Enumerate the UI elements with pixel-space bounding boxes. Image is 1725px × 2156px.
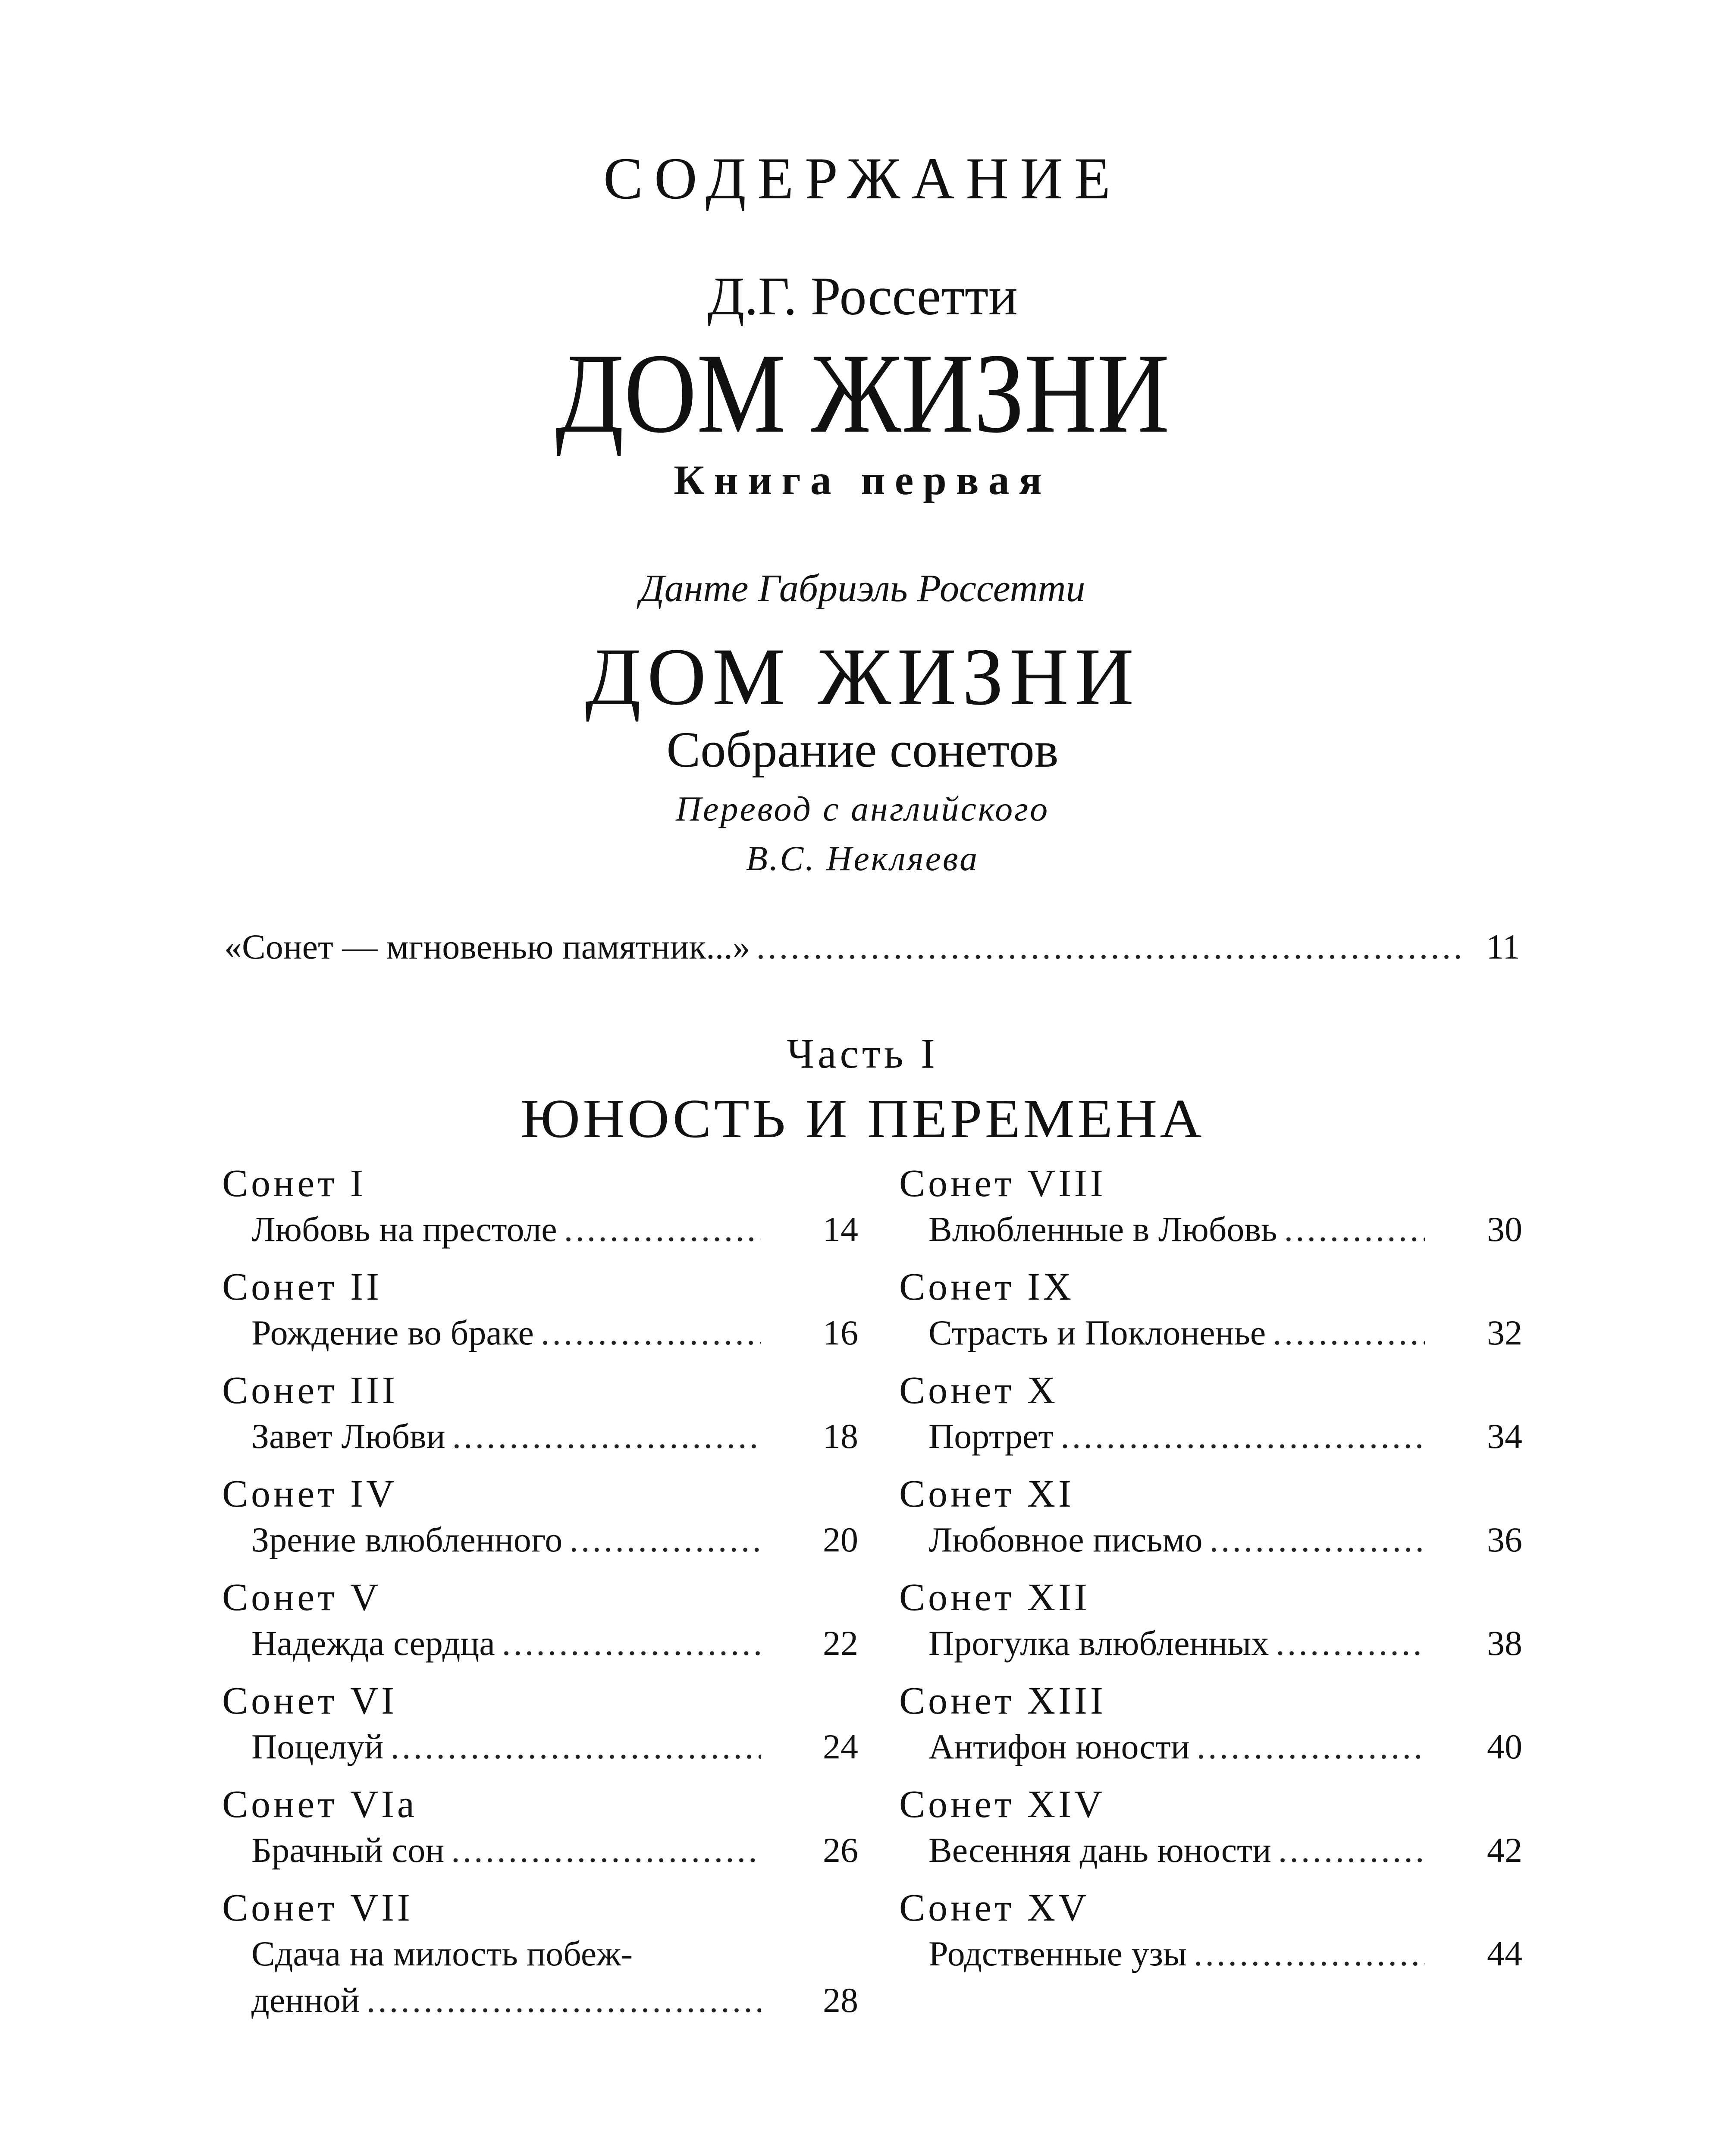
dot-leader — [1210, 1522, 1425, 1557]
toc-column-left — [222, 1164, 858, 2039]
toc-entry-title: «Сонет — мгновенью памятник...» — [224, 927, 750, 966]
sonnet-title: Завет Любви — [251, 1416, 445, 1456]
book-subtitle: Книга первая — [674, 457, 1051, 504]
sonnet-page: 18 — [823, 1416, 858, 1456]
sonnet-title: Рождение во браке — [251, 1313, 534, 1352]
toc-entry-sonnet[interactable] — [222, 1785, 858, 1868]
dot-leader — [541, 1315, 761, 1351]
part-label: Часть I — [787, 1031, 938, 1077]
dot-leader — [452, 1419, 761, 1454]
toc-entry-sonnet[interactable] — [899, 1578, 1522, 1661]
sonnet-label: Сонет XIV — [899, 1783, 1105, 1826]
sonnet-page: 36 — [1487, 1520, 1522, 1559]
sonnet-page: 20 — [823, 1520, 858, 1559]
sonnet-page: 28 — [823, 1981, 858, 2020]
sonnet-page: 34 — [1487, 1416, 1522, 1456]
sonnet-label: Сонет VI — [222, 1680, 397, 1722]
dot-leader — [569, 1522, 761, 1557]
toc-entry-sonnet[interactable] — [222, 1164, 858, 1247]
dot-leader — [1060, 1419, 1425, 1454]
translation-label: Перевод с английского — [675, 789, 1050, 828]
sonnet-title-line1: Сдача на милость побеж- — [251, 1934, 633, 1973]
toc-entry-sonnet[interactable] — [222, 1578, 858, 1661]
sonnet-title: Любовное письмо — [928, 1520, 1203, 1559]
dot-leader — [1278, 1833, 1425, 1868]
sonnet-page: 42 — [1487, 1830, 1522, 1870]
toc-entry-sonnet[interactable] — [899, 1889, 1522, 1971]
dot-leader — [1197, 1729, 1425, 1764]
dot-leader — [1276, 1626, 1425, 1661]
sonnet-title: Антифон юности — [928, 1727, 1190, 1766]
sonnet-title: Страсть и Поклоненье — [928, 1313, 1266, 1352]
sonnet-page: 44 — [1487, 1934, 1522, 1973]
sonnet-title: Прогулка влюбленных — [928, 1623, 1269, 1663]
sonnet-label: Сонет II — [222, 1266, 382, 1308]
toc-entry-sonnet[interactable] — [899, 1164, 1522, 1247]
toc-entry-sonnet[interactable] — [899, 1371, 1522, 1454]
sonnet-page: 16 — [823, 1313, 858, 1352]
sonnet-label: Сонет VIa — [222, 1783, 417, 1826]
sonnet-title: Любовь на престоле — [251, 1210, 557, 1249]
sonnet-page: 24 — [823, 1727, 858, 1766]
sonnet-page: 32 — [1487, 1313, 1522, 1352]
work-author: Данте Габриэль Россетти — [640, 567, 1085, 610]
sonnet-label: Сонет V — [222, 1576, 381, 1619]
toc-entry-sonnet[interactable] — [222, 1268, 858, 1351]
contents-heading: СОДЕРЖАНИЕ — [603, 145, 1122, 211]
sonnet-label: Сонет XIII — [899, 1680, 1106, 1722]
sonnet-label: Сонет IV — [222, 1473, 397, 1515]
sonnet-title: Портрет — [928, 1416, 1054, 1456]
sonnet-title: Поцелуй — [251, 1727, 384, 1766]
part-title: ЮНОСТЬ И ПЕРЕМЕНА — [521, 1088, 1204, 1149]
sonnet-title: Брачный сон — [251, 1830, 445, 1870]
sonnet-label: Сонет XV — [899, 1887, 1089, 1929]
dot-leader — [1273, 1315, 1425, 1351]
dot-leader — [367, 1983, 761, 2018]
toc-entry-sonnet[interactable] — [222, 1371, 858, 1454]
sonnet-title: Надежда сердца — [251, 1623, 495, 1663]
toc-entry-sonnet[interactable] — [899, 1785, 1522, 1868]
toc-entry-sonnet[interactable] — [222, 1682, 858, 1764]
toc-entry-sonnet[interactable] — [899, 1475, 1522, 1557]
sonnet-label: Сонет I — [222, 1162, 366, 1205]
dot-leader — [1194, 1936, 1425, 1971]
sonnet-page: 14 — [823, 1210, 858, 1249]
sonnet-title: Зрение влюбленного — [251, 1520, 563, 1559]
sonnet-page: 38 — [1487, 1623, 1522, 1663]
dot-leader — [564, 1212, 761, 1247]
toc-entry-sonnet[interactable] — [899, 1682, 1522, 1764]
dot-leader — [1284, 1212, 1425, 1247]
sonnet-page: 22 — [823, 1623, 858, 1663]
translator-name: В.С. Некляева — [746, 839, 979, 878]
sonnet-label: Сонет IX — [899, 1266, 1074, 1308]
work-subtitle: Собрание сонетов — [666, 721, 1059, 778]
sonnet-page: 26 — [823, 1830, 858, 1870]
sonnet-title: Весенняя дань юности — [928, 1830, 1271, 1870]
toc-entry-sonnet[interactable] — [899, 1268, 1522, 1351]
work-title: ДОМ ЖИЗНИ — [585, 632, 1140, 722]
dot-leader — [502, 1626, 761, 1661]
sonnet-page: 30 — [1487, 1210, 1522, 1249]
sonnet-title: денной — [251, 1981, 360, 2020]
sonnet-label: Сонет X — [899, 1369, 1058, 1412]
toc-column-right — [899, 1164, 1522, 1992]
toc-entry-intro[interactable] — [224, 929, 1520, 965]
sonnet-page: 40 — [1487, 1727, 1522, 1766]
sonnet-label: Сонет III — [222, 1369, 398, 1412]
dot-leader — [451, 1833, 761, 1868]
sonnet-label: Сонет VIII — [899, 1162, 1106, 1205]
toc-entry-page: 11 — [1486, 927, 1520, 966]
toc-entry-sonnet[interactable] — [222, 1475, 858, 1557]
book-author: Д.Г. Россетти — [707, 266, 1018, 326]
sonnet-title: Родственные узы — [928, 1934, 1187, 1973]
toc-entry-sonnet[interactable] — [222, 1889, 858, 2018]
book-title: ДОМ ЖИЗНИ — [555, 330, 1170, 457]
sonnet-label: Сонет XII — [899, 1576, 1090, 1619]
dot-leader — [756, 929, 1462, 965]
sonnet-label: Сонет XI — [899, 1473, 1074, 1515]
dot-leader — [390, 1729, 761, 1764]
sonnet-title: Влюбленные в Любовь — [928, 1210, 1277, 1249]
sonnet-label: Сонет VII — [222, 1887, 413, 1929]
